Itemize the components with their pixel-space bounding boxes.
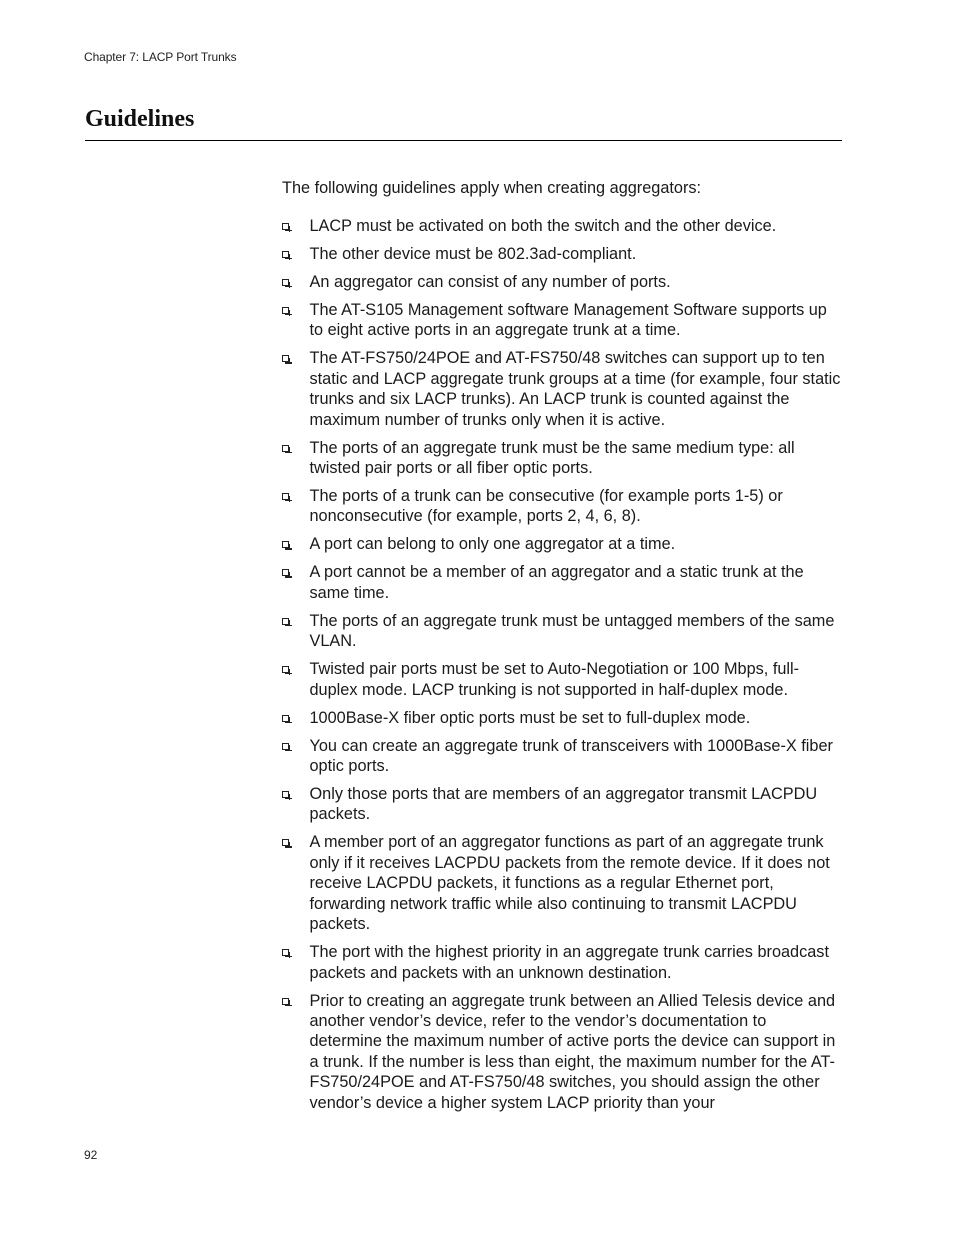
intro-paragraph: The following guidelines apply when creating aggregators:: [282, 179, 702, 197]
checkbox-bullet-icon: [282, 618, 289, 625]
checkbox-bullet-icon: [282, 541, 289, 548]
checkbox-bullet-icon: [282, 666, 289, 673]
checkbox-bullet-icon: [282, 743, 289, 750]
guideline-text: A port cannot be a member of an aggregator and a static trunk at the same time.: [309, 563, 804, 602]
guideline-item: [282, 438, 842, 479]
checkbox-bullet-icon: [282, 493, 289, 500]
guideline-item: [282, 708, 842, 728]
guideline-text: The ports of a trunk can be consecutive (for example ports 1-5) or nonconsecutive (for example, ports 2, 4, 6, 8).: [309, 487, 783, 526]
guideline-text: LACP must be activated on both the switch and the other device.: [309, 217, 777, 235]
checkbox-bullet-icon: [282, 223, 289, 230]
guideline-text: A port can belong to only one aggregator at a time.: [309, 535, 676, 554]
section-title: Guidelines: [85, 106, 195, 132]
guideline-text: You can create an aggregate trunk of transceivers with 1000Base-X fiber optic ports.: [309, 736, 833, 776]
guideline-item: [282, 832, 842, 934]
guideline-item: [282, 736, 842, 777]
guideline-text: The ports of an aggregate trunk must be the same medium type: all twisted pair ports or all fiber optic ports.: [309, 438, 795, 478]
checkbox-bullet-icon: [282, 355, 289, 362]
guideline-item: [282, 216, 842, 236]
checkbox-bullet-icon: [282, 791, 289, 798]
chapter-header: Chapter 7: LACP Port Trunks: [84, 50, 237, 64]
guideline-text: Twisted pair ports must be set to Auto-Negotiation or 100 Mbps, full-duplex mode. LACP trunking is not supported in half-duplex mode.: [309, 660, 800, 699]
checkbox-bullet-icon: [282, 949, 289, 956]
guideline-text: The other device must be 802.3ad-compliant.: [309, 245, 637, 263]
guidelines-list: [282, 216, 842, 1121]
guideline-item: [282, 272, 842, 292]
title-rule: [85, 140, 842, 141]
guideline-text: Prior to creating an aggregate trunk between an Allied Telesis device and another vendor’s device, refer to the vendor’s documentation to determine the maximum number of active ports the device can support in a trunk. If the number is less than eight, the maximum number for the AT-FS750/24POE and AT-FS750/48 switches, you should assign the other vendor’s device a higher system LACP priority than your: [309, 991, 836, 1112]
guideline-text: A member port of an aggregator functions as part of an aggregate trunk only if it receives LACPDU packets from the remote device. If it does not receive LACPDU packets, it functions as a regular Ethernet port, forwarding network traffic while also continuing to transmit LACPDU packets.: [309, 833, 830, 934]
page-number: 92: [84, 1148, 98, 1162]
guideline-item: [282, 562, 842, 603]
checkbox-bullet-icon: [282, 307, 289, 314]
checkbox-bullet-icon: [282, 279, 289, 286]
guideline-item: [282, 991, 842, 1113]
checkbox-bullet-icon: [282, 998, 289, 1005]
guideline-text: The AT-S105 Management software Management Software supports up to eight active ports in an aggregate trunk at a time.: [309, 301, 827, 340]
guideline-item: [282, 348, 842, 430]
guideline-item: [282, 659, 842, 700]
guideline-item: [282, 486, 842, 527]
guideline-item: [282, 611, 842, 652]
guideline-text: Only those ports that are members of an aggregator transmit LACPDU packets.: [309, 785, 818, 824]
guideline-text: The ports of an aggregate trunk must be untagged members of the same VLAN.: [309, 611, 835, 651]
checkbox-bullet-icon: [282, 569, 289, 576]
checkbox-bullet-icon: [282, 445, 289, 452]
guideline-item: [282, 534, 842, 554]
guideline-item: [282, 942, 842, 983]
checkbox-bullet-icon: [282, 715, 289, 722]
guideline-text: 1000Base-X fiber optic ports must be set to full-duplex mode.: [309, 708, 751, 727]
guideline-item: [282, 784, 842, 825]
guideline-text: The AT-FS750/24POE and AT-FS750/48 switches can support up to ten static and LACP aggregate trunk groups at a time (for example, four static trunks and six LACP trunks). An LACP trunk is counted against the maximum number of trunks only when it is active.: [309, 349, 841, 429]
guideline-text: An aggregator can consist of any number of ports.: [309, 273, 671, 291]
guideline-item: [282, 244, 842, 264]
checkbox-bullet-icon: [282, 839, 289, 846]
guideline-text: The port with the highest priority in an aggregate trunk carries broadcast packets and packets with an unknown destination.: [309, 943, 829, 982]
checkbox-bullet-icon: [282, 251, 289, 258]
guideline-item: [282, 300, 842, 341]
